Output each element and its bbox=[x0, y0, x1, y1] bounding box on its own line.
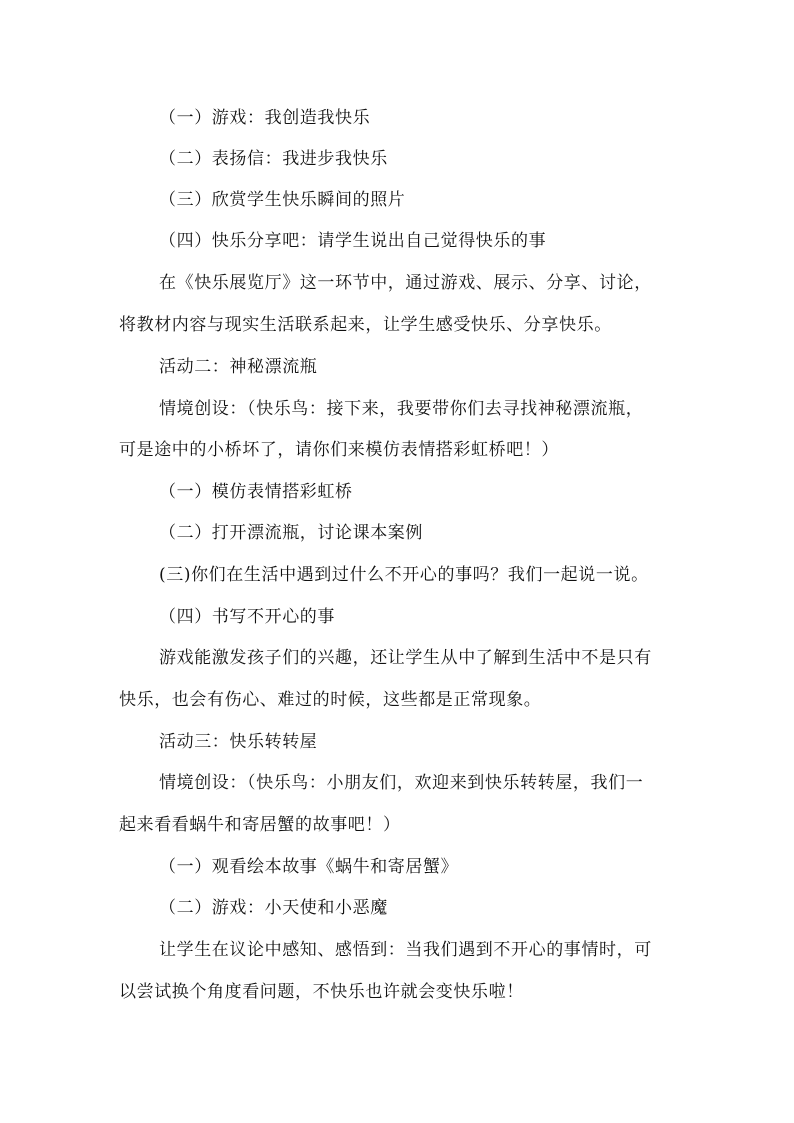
paragraph-line: （二）打开漂流瓶，讨论课本案例 bbox=[159, 523, 423, 543]
paragraph-line: 将教材内容与现实生活联系起来，让学生感受快乐、分享快乐。 bbox=[119, 315, 612, 335]
paragraph-line: 起来看看蜗牛和寄居蟹的故事吧！） bbox=[119, 815, 401, 835]
paragraph-line: （四）快乐分享吧：请学生说出自己觉得快乐的事 bbox=[159, 231, 547, 251]
paragraph-line: 情境创设：（快乐鸟：小朋友们，欢迎来到快乐转转屋，我们一 bbox=[159, 773, 644, 793]
paragraph-line: （二）表扬信：我进步我快乐 bbox=[159, 149, 388, 169]
paragraph-line: （一）模仿表情搭彩虹桥 bbox=[159, 482, 353, 502]
paragraph-line: （一）游戏：我创造我快乐 bbox=[159, 108, 371, 128]
paragraph-line: （二）游戏：小天使和小恶魔 bbox=[159, 898, 388, 918]
paragraph-line: （三）欣赏学生快乐瞬间的照片 bbox=[159, 190, 406, 210]
section-heading: 活动二：神秘漂流瓶 bbox=[159, 357, 318, 377]
paragraph-line: (三)你们在生活中遇到过什么不开心的事吗？我们一起说一说。 bbox=[159, 565, 649, 585]
paragraph-line: 游戏能激发孩子们的兴趣，还让学生从中了解到生活中不是只有 bbox=[159, 648, 652, 668]
paragraph-line: 在《快乐展览厅》这一环节中，通过游戏、展示、分享、讨论， bbox=[159, 273, 652, 293]
section-heading: 活动三：快乐转转屋 bbox=[159, 732, 318, 752]
paragraph-line: 以尝试换个角度看问题，不快乐也许就会变快乐啦！ bbox=[119, 982, 524, 1002]
paragraph-line: （四）书写不开心的事 bbox=[159, 607, 335, 627]
paragraph-line: 让学生在议论中感知、感悟到：当我们遇到不开心的事情时，可 bbox=[159, 940, 652, 960]
paragraph-line: （一）观看绘本故事《蜗牛和寄居蟹》 bbox=[159, 857, 459, 877]
paragraph-line: 快乐，也会有伤心、难过的时候，这些都是正常现象。 bbox=[119, 690, 542, 710]
paragraph-line: 可是途中的小桥坏了，请你们来模仿表情搭彩虹桥吧！） bbox=[119, 440, 559, 460]
paragraph-line: 情境创设：（快乐鸟：接下来，我要带你们去寻找神秘漂流瓶， bbox=[159, 399, 644, 419]
